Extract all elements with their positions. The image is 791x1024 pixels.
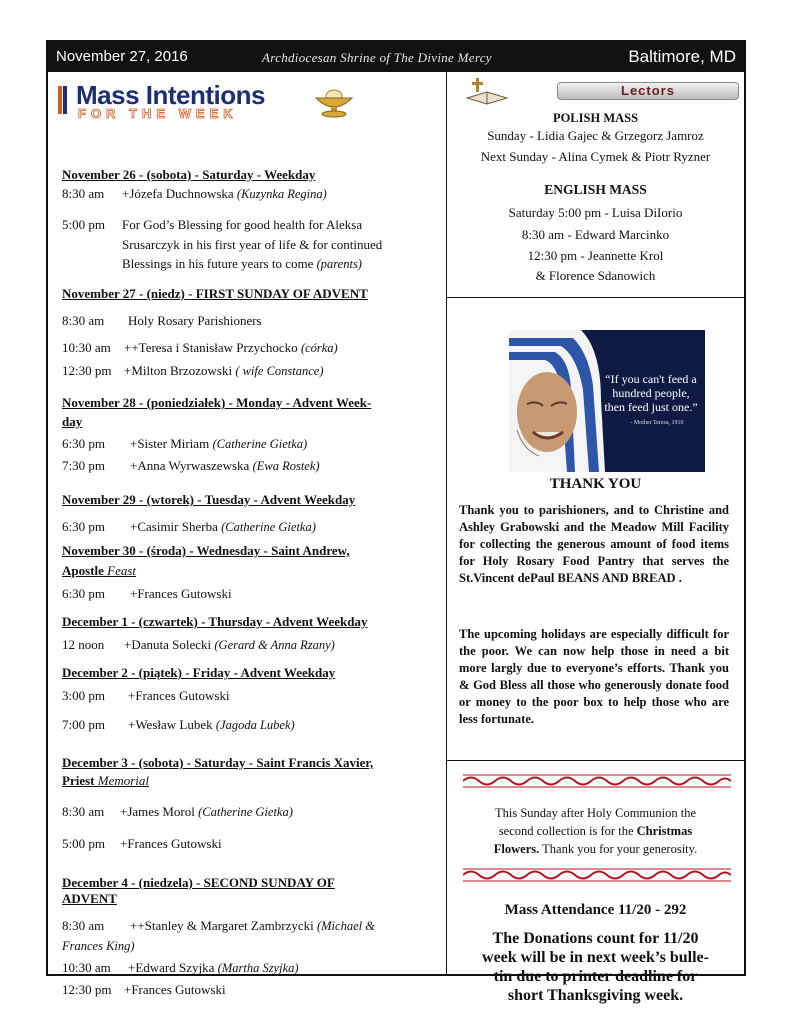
- donations-line: short Thanksgiving week.: [507, 987, 684, 1004]
- bible-cross-icon: [463, 76, 511, 106]
- mass-entry: 10:30 am +Edward Szyjka (Martha Szyjka): [62, 960, 299, 975]
- day-heading: December 1 - (czwartek) - Thursday - Advent Weekday: [62, 614, 368, 629]
- mass-attendance: Mass Attendance 11/20 - 292: [504, 902, 687, 918]
- mass-entry: 7:00 pm +Wesław Lubek (Jagoda Lubek): [62, 717, 295, 732]
- mass-entry: 12 noon +Danuta Solecki (Gerard & Anna Rzany): [62, 637, 335, 652]
- mother-teresa-photo: [509, 330, 705, 472]
- day-heading: November 27 - (niedz) - FIRST SUNDAY OF ADVENT: [62, 286, 368, 301]
- english-lector-line: Saturday 5:00 pm - Luisa DiIorio: [508, 205, 683, 220]
- collection-line: second collection is for the Christmas: [498, 824, 693, 838]
- mass-entry: 5:00 pm +Frances Gutowski: [62, 836, 222, 851]
- polish-lector-line: Next Sunday - Alina Cymek & Piotr Ryzner: [480, 149, 711, 164]
- mass-entry-continued: Frances King): [62, 939, 135, 953]
- decorative-border-icon: [463, 774, 731, 788]
- day-heading-continued: Priest Memorial: [62, 773, 150, 788]
- collection-line: This Sunday after Holy Communion the: [494, 806, 697, 820]
- thank-you-title: THANK YOU: [549, 476, 642, 492]
- mass-entry: 8:30 am +James Morol (Catherine Gietka): [62, 804, 293, 819]
- section-divider: [447, 760, 744, 761]
- day-heading-continued: day: [62, 414, 83, 429]
- holidays-paragraph: The upcoming holidays are especially difficult for the poor. We can now help those in need a bit more largly due to everyone’s efforts. Thank you & God Bless all those who generously donate food or money to the poor box to help those who are less fortunate.: [459, 627, 729, 726]
- english-mass-heading: ENGLISH MASS: [544, 182, 647, 197]
- header-date: November 27, 2016: [56, 48, 188, 65]
- lectors-banner: [457, 76, 739, 106]
- mass-intentions-title: Mass Intentions: [76, 80, 265, 110]
- mass-entry: 8:30 am ++Stanley & Margaret Zambrzycki (Michael &: [62, 918, 375, 933]
- english-lector-line: 8:30 am - Edward Marcinko: [521, 227, 670, 242]
- donations-line: tin due to printer deadline for: [493, 968, 698, 985]
- polish-mass-heading: POLISH MASS: [552, 111, 639, 125]
- english-lector-line: & Florence Sdanowich: [535, 268, 656, 283]
- mass-entry: 6:30 pm +Casimir Sherba (Catherine Gietka): [62, 519, 316, 534]
- section-divider: [447, 297, 744, 298]
- mass-intentions-banner: [58, 80, 358, 120]
- chalice-icon: [310, 80, 358, 118]
- english-lector-line: 12:30 pm - Jeannette Krol: [527, 248, 664, 263]
- collection-line: Flowers. Thank you for your generosity.: [493, 842, 698, 856]
- header-city: Baltimore, MD: [628, 47, 736, 66]
- mass-entry: 5:00 pm For God’s Blessing for good health for Aleksa: [62, 217, 363, 232]
- banner-bars-icon: [58, 86, 68, 114]
- page-header: [48, 42, 744, 72]
- day-heading: November 29 - (wtorek) - Tuesday - Advent Weekday: [62, 492, 356, 507]
- mass-entry: 6:30 pm +Sister Miriam (Catherine Gietka): [62, 436, 308, 451]
- decorative-border-icon: [463, 868, 731, 882]
- day-heading-continued: Apostle Feast: [62, 563, 137, 578]
- mass-entry: 7:30 pm +Anna Wyrwaszewska (Ewa Rostek): [62, 458, 320, 473]
- day-heading: December 3 - (sobota) - Saturday - Saint Francis Xavier,: [62, 755, 374, 770]
- photo-quote: “If you can't feed a hundred people, then feed just one.”: [604, 372, 698, 414]
- mass-entry: 6:30 pm +Frances Gutowski: [62, 586, 232, 601]
- mass-entry: 12:30 pm +Frances Gutowski: [62, 982, 226, 997]
- mass-entry-continued: Blessings in his future years to come (parents): [122, 256, 362, 271]
- day-heading: November 30 - (środa) - Wednesday - Saint Andrew,: [62, 543, 350, 558]
- photo-quote-attribution: - Mother Teresa, 1910: [630, 420, 684, 426]
- mass-entry: 12:30 pm +Milton Brzozowski ( wife Constance): [62, 363, 324, 378]
- right-column: [447, 72, 744, 1004]
- day-heading: December 4 - (niedzela) - SECOND SUNDAY OF: [62, 875, 335, 890]
- donations-line: The Donations count for 11/20: [492, 930, 699, 947]
- mass-entry-continued: Srusarczyk in his first year of life & for continued: [122, 237, 383, 252]
- mass-entry: 8:30 am +Józefa Duchnowska (Kuzynka Regina): [62, 186, 327, 201]
- day-heading: November 28 - (poniedziałek) - Monday - Advent Week-: [62, 395, 372, 410]
- day-heading: December 2 - (piątek) - Friday - Advent Weekday: [62, 665, 336, 680]
- mass-intentions-subtitle: FOR THE WEEK: [78, 106, 238, 121]
- mass-entry: 8:30 am Holy Rosary Parishioners: [62, 313, 262, 328]
- bulletin-page: [46, 40, 746, 1004]
- polish-lector-line: Sunday - Lidia Gajec & Grzegorz Jamroz: [487, 128, 704, 143]
- mass-entry: 10:30 am ++Teresa i Stanisław Przychocko (córka): [62, 340, 338, 355]
- mass-entry: 3:00 pm +Frances Gutowski: [62, 688, 230, 703]
- header-shrine: Archdiocesan Shrine of The Divine Mercy: [262, 50, 492, 65]
- day-heading: November 26 - (sobota) - Saturday - Weekday: [62, 167, 316, 182]
- lectors-title: Lectors: [557, 82, 739, 100]
- thank-you-paragraph: Thank you to parishioners, and to Christine and Ashley Grabowski and the Meadow Mill Facility for collecting the generous amount of food items for Holy Rosary Food Pantry that serves the St.Vincent dePaul BEANS AND BREAD .: [459, 503, 729, 585]
- mass-intentions-column: [48, 72, 446, 997]
- donations-line: week will be in next week’s bulle-: [482, 949, 709, 966]
- day-heading-continued: ADVENT: [62, 891, 117, 906]
